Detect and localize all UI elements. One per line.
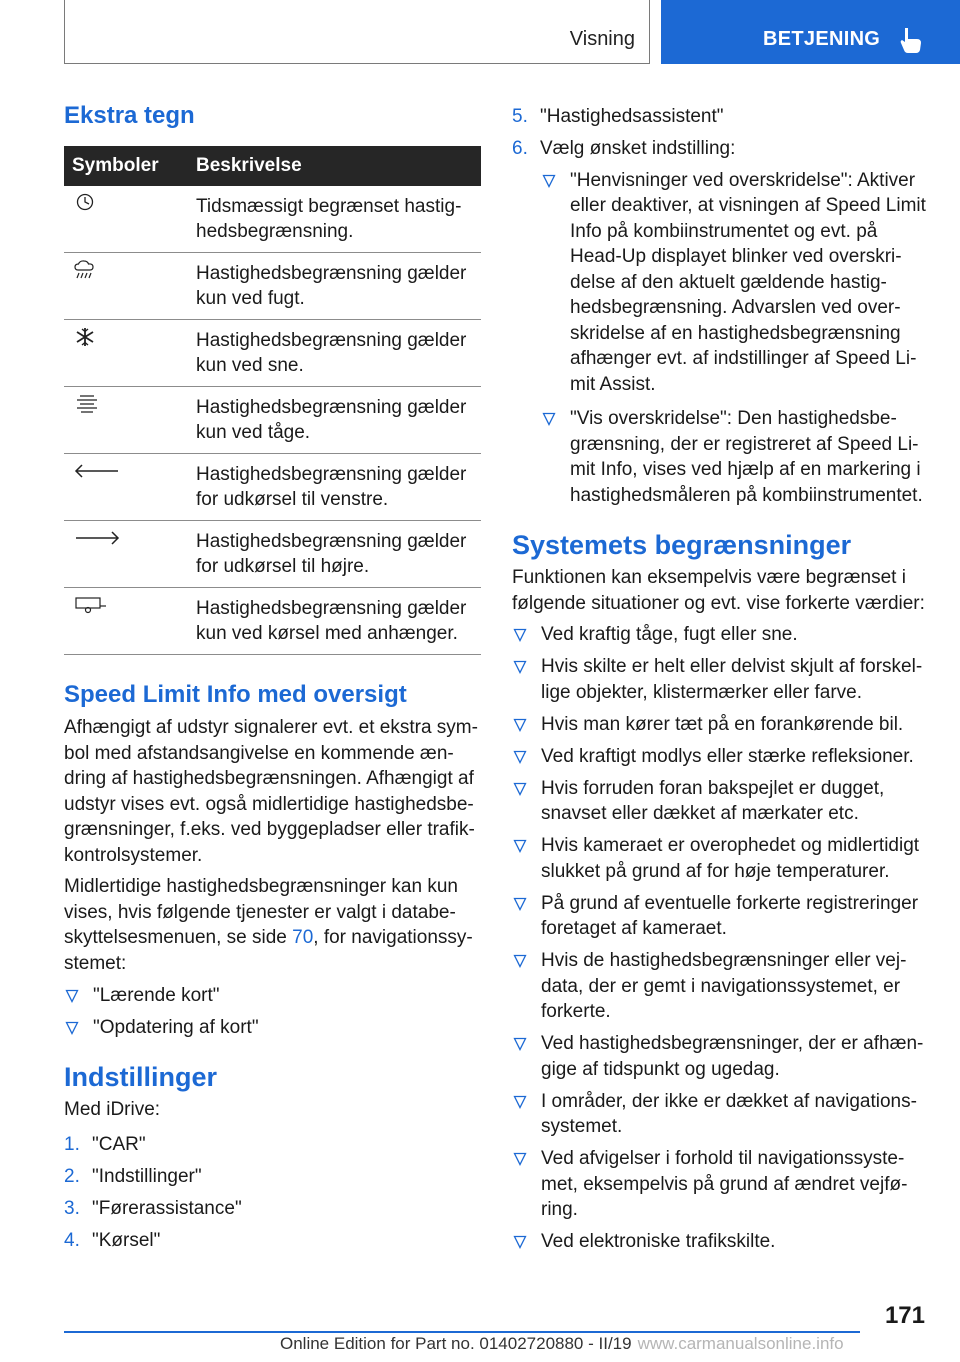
triangle-bullet-icon <box>65 1021 79 1035</box>
list-item <box>64 1228 481 1254</box>
list-item <box>541 406 927 508</box>
step-text: "CAR" <box>92 1133 146 1155</box>
rain-cloud-icon <box>72 259 98 281</box>
hand-pointing-icon <box>897 26 923 54</box>
list-item <box>512 622 927 648</box>
left-column <box>64 100 481 1253</box>
triangle-bullet-icon <box>513 897 527 911</box>
speed-limit-info-heading: Speed Limit Info med oversigt <box>64 681 407 708</box>
triangle-bullet-icon <box>513 782 527 796</box>
list-item <box>64 983 481 1009</box>
right-column <box>512 100 927 1255</box>
row-description: Hastighedsbegrænsning gælder kun ved tåge. <box>188 387 481 454</box>
paragraph-text: , for navigationssy-stemet: <box>64 927 473 974</box>
table-row <box>64 387 481 454</box>
list-item-text: Ved kraftigt modlys eller stærke refleksioner. <box>541 745 914 767</box>
list-item <box>512 1031 927 1082</box>
page-link-70[interactable]: 70 <box>292 927 314 948</box>
header-section-box <box>64 0 650 64</box>
services-list <box>64 983 481 1040</box>
step-number: 1. <box>64 1133 80 1155</box>
triangle-bullet-icon <box>513 660 527 674</box>
trailer-icon <box>72 594 108 616</box>
fog-icon <box>72 393 102 415</box>
list-item <box>512 1146 927 1223</box>
list-item <box>512 744 927 770</box>
page-number: 171 <box>884 1302 925 1329</box>
step-text: "Kørsel" <box>92 1229 161 1251</box>
table-row <box>64 521 481 588</box>
triangle-bullet-icon <box>513 1037 527 1051</box>
list-item <box>512 1089 927 1140</box>
step-text: "Førerassistance" <box>92 1197 242 1219</box>
header-section-title: Visning <box>569 28 635 50</box>
row-description: Hastighedsbegrænsning gælder kun ved fugt. <box>188 253 481 320</box>
triangle-bullet-icon <box>513 1152 527 1166</box>
arrow-left-icon <box>72 460 122 482</box>
watermark-text: www.carmanualsonline.info <box>637 1334 844 1353</box>
footer-divider <box>64 1331 860 1333</box>
list-item <box>64 1196 481 1222</box>
settings-intro: Med iDrive: <box>64 1099 161 1120</box>
row-description: Hastighedsbegrænsning gælder kun ved sne. <box>188 320 481 387</box>
triangle-bullet-icon <box>513 954 527 968</box>
list-item <box>512 948 927 1025</box>
step-number: 6. <box>512 138 528 159</box>
list-item <box>512 104 927 130</box>
list-item-text: "Lærende kort" <box>93 985 220 1006</box>
list-item-text: "Vis overskridelse": Den hastighedsbe-grænsning, der er registreret af Speed Li-mit Info, vises ved hjælp af en markering i hastighedsmåleren på kombiinstrumentet. <box>570 408 923 506</box>
triangle-bullet-icon <box>542 412 556 426</box>
step-number: 2. <box>64 1165 80 1187</box>
row-description: Hastighedsbegrænsning gælder kun ved kørsel med anhænger. <box>188 588 481 655</box>
settings-steps <box>64 1132 481 1254</box>
symbols-table-header <box>64 146 481 186</box>
triangle-bullet-icon <box>513 718 527 732</box>
system-limits-intro: Funktionen kan eksempelvis være begrænset i følgende situationer og evt. vise forkerte værdier: <box>512 567 925 614</box>
list-item <box>512 1229 927 1255</box>
list-item-text: Hvis skilte er helt eller delvist skjult af forskel-lige objekter, klistermærker eller farve. <box>541 656 923 703</box>
list-item <box>512 136 927 162</box>
system-limits-heading: Systemets begrænsninger <box>512 530 852 560</box>
triangle-bullet-icon <box>65 989 79 1003</box>
arrow-right-icon <box>72 527 122 549</box>
list-item-text: Ved kraftig tåge, fugt eller sne. <box>541 624 798 645</box>
triangle-bullet-icon <box>513 750 527 764</box>
list-item <box>64 1164 481 1190</box>
list-item <box>512 654 927 705</box>
list-item <box>512 833 927 884</box>
triangle-bullet-icon <box>513 839 527 853</box>
list-item-text: Hvis kameraet er overophedet og midlertidigt slukket på grund af for høje temperaturer. <box>541 835 920 882</box>
settings-heading: Indstillinger <box>64 1062 218 1092</box>
symbols-table <box>64 146 481 655</box>
triangle-bullet-icon <box>513 1235 527 1249</box>
list-item <box>541 168 927 398</box>
step-text: Vælg ønsket indstilling: <box>540 138 736 159</box>
temporary-limits-paragraph <box>64 874 481 976</box>
col-header-description: Beskrivelse <box>188 146 481 186</box>
list-item <box>512 891 927 942</box>
step-number: 3. <box>64 1197 80 1219</box>
row-description: Hastighedsbegrænsning gælder for udkørsel til venstre. <box>188 454 481 521</box>
list-item-text: Hvis forruden foran bakspejlet er dugget, snavset eller dækket af mærkater etc. <box>541 777 885 824</box>
triangle-bullet-icon <box>542 174 556 188</box>
col-header-symbols: Symboler <box>64 146 188 186</box>
list-item-text: "Henvisninger ved overskridelse": Aktiver eller deaktiver, at visningen af Speed Limit Info på kombiinstrumentet og evt. på Head-Up displayet blinker ved overskri-delse af den aktuelt gældende hastig-hedsbegrænsning. Advarslen ved over-skridelse af en hastighedsbegrænsning afhænger evt. af indstillinger af Speed Li-mit Assist. <box>570 169 926 395</box>
list-item-text: På grund af eventuelle forkerte registreringer foretaget af kameraet. <box>541 892 919 939</box>
snowflake-icon <box>72 326 98 348</box>
list-item-text: Ved hastighedsbegrænsninger, der er afhæn-gige af tidspunkt og ugedag. <box>541 1033 924 1080</box>
table-row <box>64 253 481 320</box>
step-number: 4. <box>64 1229 80 1251</box>
settings-steps-continued <box>512 104 927 162</box>
step-text: "Hastighedsassistent" <box>540 106 724 127</box>
list-item-text: Hvis de hastighedsbegrænsninger eller vej-data, der er gemt i navigationssystemet, er forkerte. <box>541 950 907 1022</box>
edition-text: Online Edition for Part no. 01402720880 - II/19 <box>280 1334 632 1353</box>
row-description: Hastighedsbegrænsning gælder for udkørsel til højre. <box>188 521 481 588</box>
step-text: "Indstillinger" <box>92 1165 202 1187</box>
list-item <box>512 712 927 738</box>
extra-signs-heading: Ekstra tegn <box>64 102 195 129</box>
list-item <box>64 1132 481 1158</box>
list-item-text: Ved elektroniske trafikskilte. <box>541 1231 776 1252</box>
list-item-text: "Opdatering af kort" <box>93 1016 259 1038</box>
list-item <box>512 776 927 827</box>
table-row <box>64 186 481 253</box>
table-row <box>64 320 481 387</box>
row-description: Tidsmæssigt begrænset hastig-hedsbegrænsning. <box>188 186 481 253</box>
list-item-text: Hvis man kører tæt på en forankørende bil. <box>541 713 904 735</box>
settings-options-list <box>541 168 927 509</box>
header-chapter-title: BETJENING <box>763 28 881 50</box>
list-item <box>64 1015 481 1041</box>
triangle-bullet-icon <box>513 628 527 642</box>
table-row <box>64 454 481 521</box>
header-chapter-tab <box>661 0 960 64</box>
step-number: 5. <box>512 106 528 127</box>
list-item-text: I områder, der ikke er dækket af navigations-systemet. <box>541 1090 917 1137</box>
table-row <box>64 588 481 655</box>
triangle-bullet-icon <box>513 1095 527 1109</box>
paragraph-text: Midlertidige hastighedsbegrænsninger kan kun vises, hvis følgende tjenester er valgt i databe-skyttelsesmenuen, se side <box>64 876 458 948</box>
clock-icon <box>72 192 98 212</box>
footer-edition <box>280 1334 844 1354</box>
list-item-text: Ved afvigelser i forhold til navigationssyste-met, eksempelvis på grund af ændret vejfø-ring. <box>541 1148 908 1220</box>
system-limits-list <box>512 622 927 1255</box>
speed-limit-info-paragraph: Afhængigt af udstyr signalerer evt. et ekstra sym-bol med afstandsangivelse en kommende æn-dring af hastighedsbegrænsningen. Afhængigt af udstyr vises evt. også midlertidige hastighedsbe-grænsninger, f.eks. ved byggepladser eller trafik-kontrolsystemer. <box>64 717 478 866</box>
